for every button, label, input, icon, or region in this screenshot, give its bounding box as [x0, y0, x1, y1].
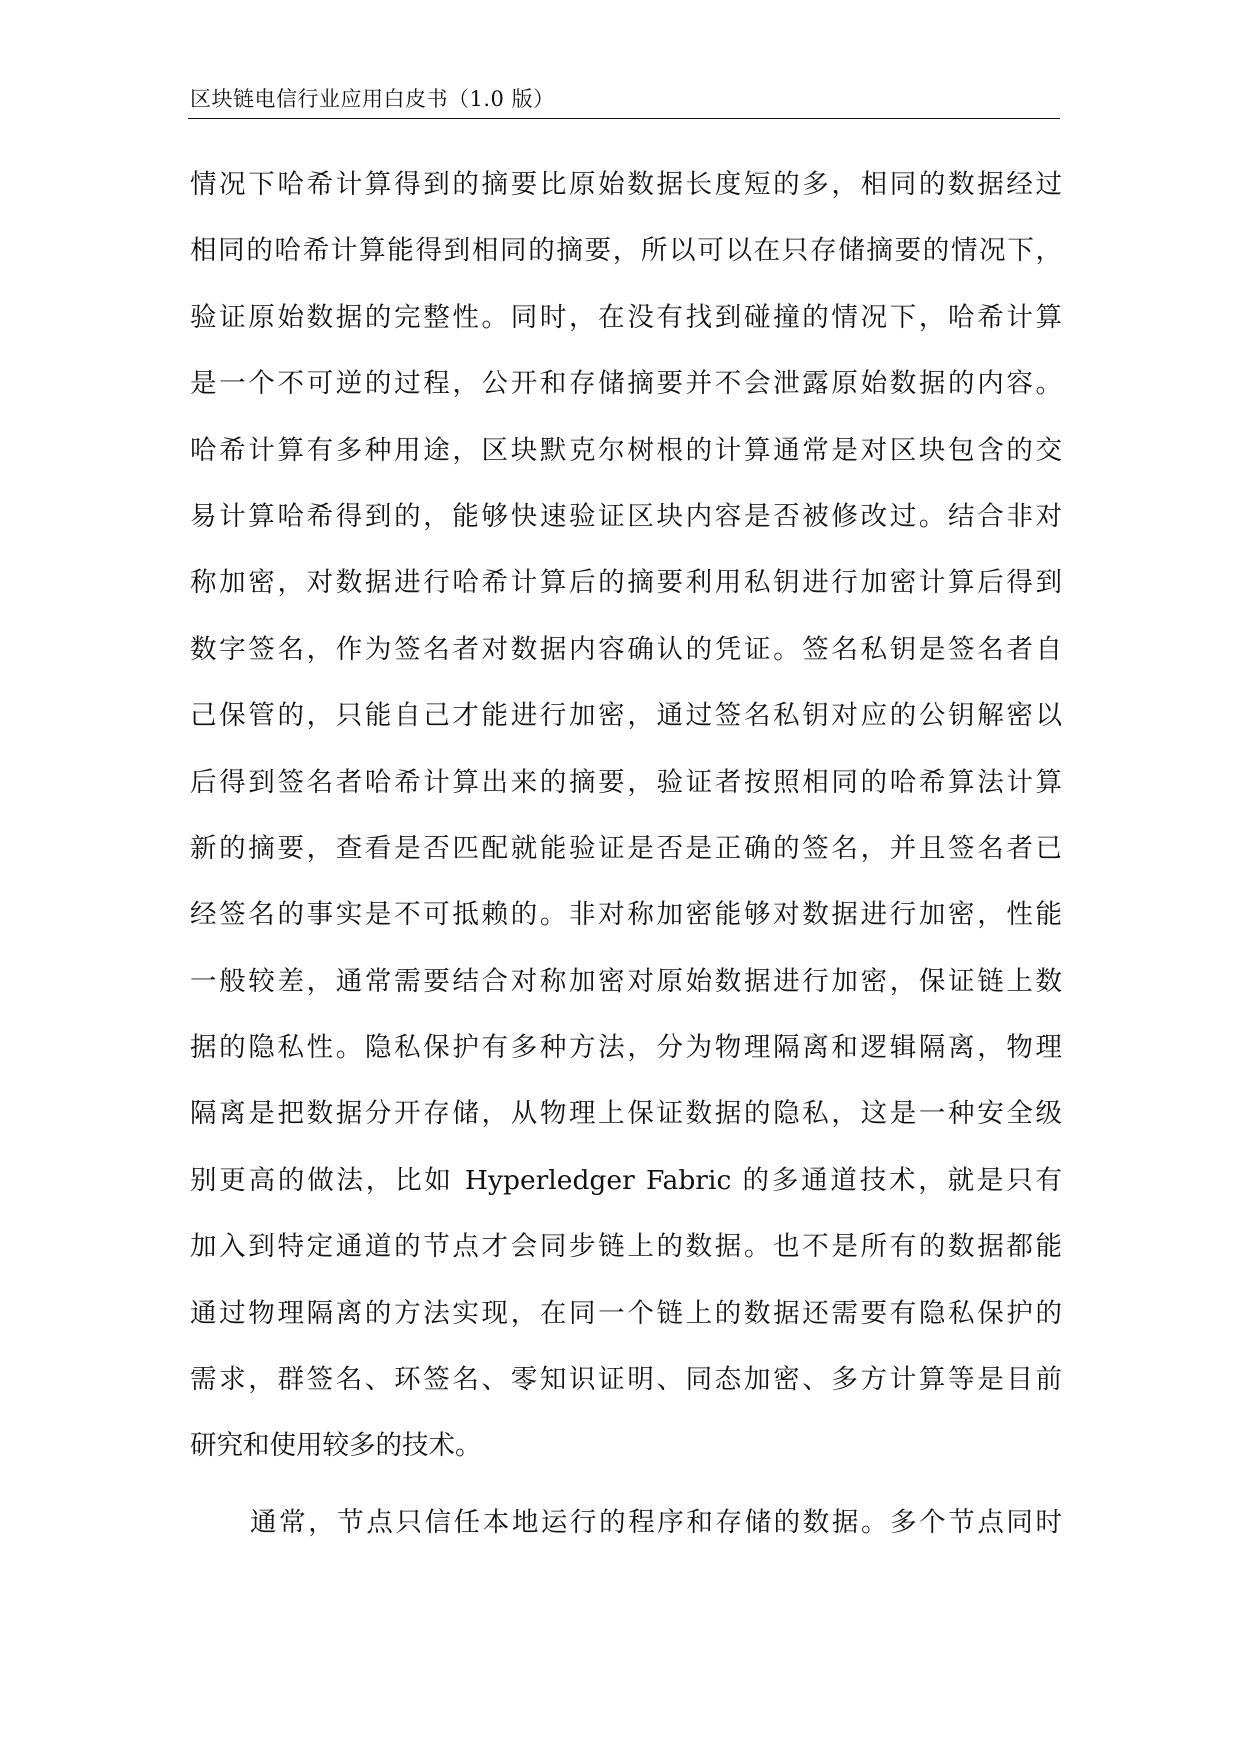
- text-line: 经签名的事实是不可抵赖的。非对称加密能够对数据进行加密，性能: [190, 899, 1062, 931]
- running-header: 区块链电信行业应用白皮书（1.0 版）: [190, 87, 555, 111]
- text-line: 新的摘要，查看是否匹配就能验证是否是正确的签名，并且签名者已: [190, 832, 1062, 864]
- text-line: 情况下哈希计算得到的摘要比原始数据长度短的多，相同的数据经过: [190, 169, 1062, 200]
- text-line: 是一个不可逆的过程，公开和存储摘要并不会泄露原始数据的内容。: [190, 368, 1062, 400]
- header-rule: [188, 118, 1060, 119]
- text-line: 研究和使用较多的技术。: [190, 1430, 482, 1462]
- text-line: 相同的哈希计算能得到相同的摘要，所以可以在只存储摘要的情况下，: [190, 235, 1062, 267]
- text-line: 加入到特定通道的节点才会同步链上的数据。也不是所有的数据都能: [190, 1231, 1062, 1263]
- paragraph-1: [190, 163, 1062, 1491]
- paragraph-2: [190, 1501, 1062, 1567]
- text-line: 需求，群签名、环签名、零知识证明、同态加密、多方计算等是目前: [190, 1364, 1062, 1396]
- text-line: 别更高的做法，比如 Hyperledger Fabric 的多通道技术，就是只有: [190, 1164, 1062, 1196]
- text-line: 通过物理隔离的方法实现，在同一个链上的数据还需要有隐私保护的: [190, 1297, 1062, 1329]
- text-line: 后得到签名者哈希计算出来的摘要，验证者按照相同的哈希算法计算: [190, 766, 1062, 798]
- text-line: 称加密，对数据进行哈希计算后的摘要利用私钥进行加密计算后得到: [190, 567, 1062, 599]
- text-line: 哈希计算有多种用途，区块默克尔树根的计算通常是对区块包含的交: [190, 434, 1062, 466]
- text-line: 易计算哈希得到的，能够快速验证区块内容是否被修改过。结合非对: [190, 500, 1062, 532]
- text-line: 通常，节点只信任本地运行的程序和存储的数据。多个节点同时: [250, 1506, 1062, 1538]
- text-line: 据的隐私性。隐私保护有多种方法，分为物理隔离和逻辑隔离，物理: [190, 1032, 1062, 1064]
- text-line: 验证原始数据的完整性。同时，在没有找到碰撞的情况下，哈希计算: [190, 301, 1062, 333]
- text-line: 隔离是把数据分开存储，从物理上保证数据的隐私，这是一种安全级: [190, 1098, 1062, 1130]
- text-line: 一般较差，通常需要结合对称加密对原始数据进行加密，保证链上数: [190, 965, 1062, 997]
- paragraph-gap: [190, 1491, 1062, 1501]
- text-line: 数字签名，作为签名者对数据内容确认的凭证。签名私钥是签名者自: [190, 633, 1062, 665]
- document-body: [190, 163, 1062, 1567]
- text-line: 己保管的，只能自己才能进行加密，通过签名私钥对应的公钥解密以: [190, 700, 1062, 732]
